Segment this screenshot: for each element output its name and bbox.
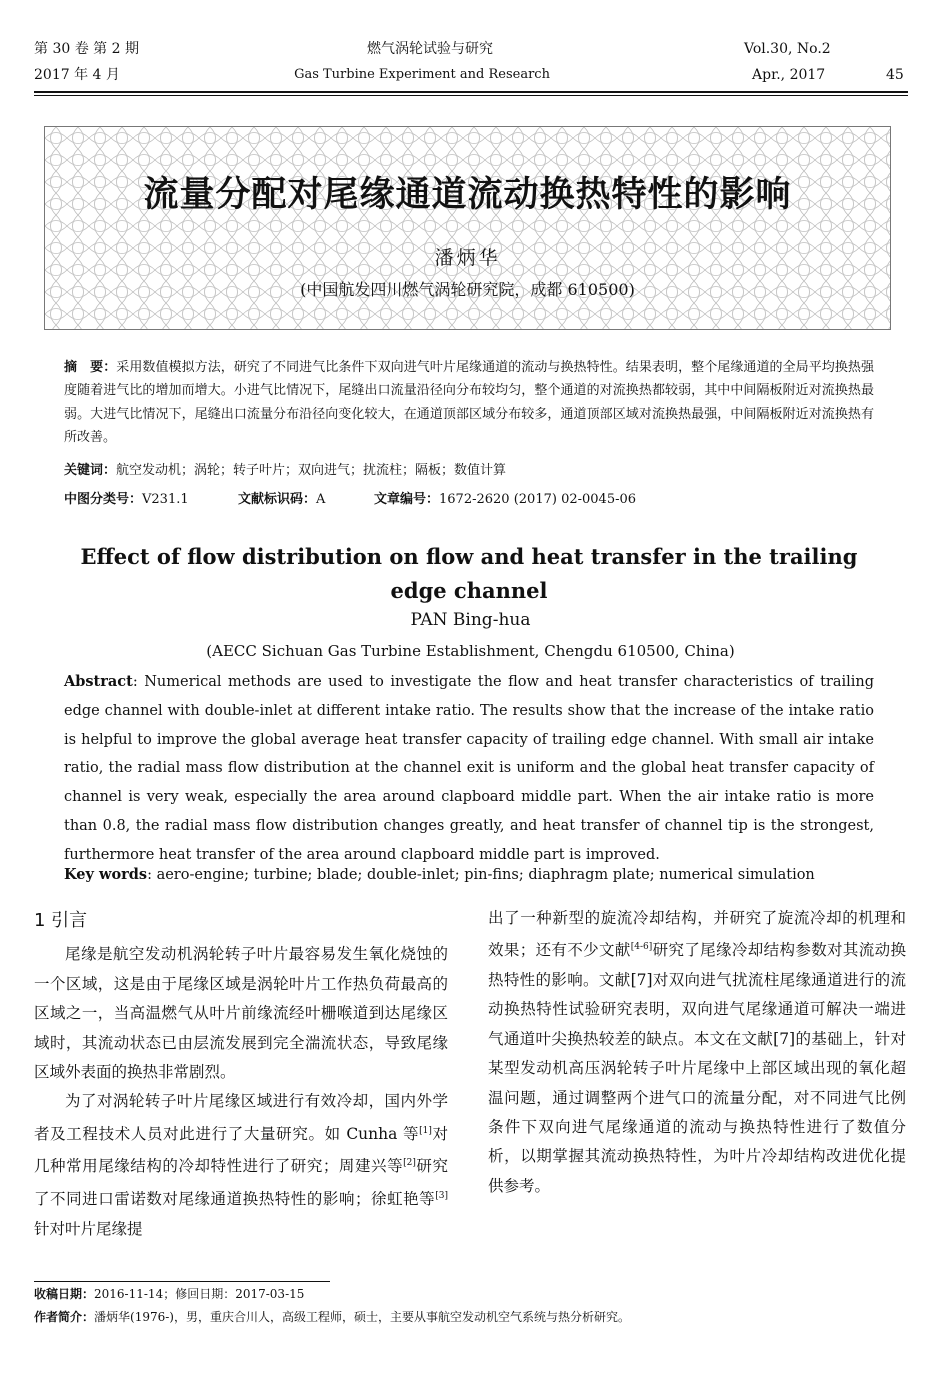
volume-en: Vol.30, No.2 (744, 41, 831, 57)
abstract-en (64, 668, 874, 870)
bio-label: 作者简介： (34, 1310, 95, 1324)
paragraph-2-part-c: 研究了不同进口雷诺数对尾缘通道换热特性的影响；徐虹艳等 (34, 1157, 448, 1209)
doc-value: A (316, 492, 326, 507)
paper-title-en: Effect of flow distribution on flow and heat transfer in the trailing edge channel (80, 544, 858, 603)
paper-title-cn: 流量分配对尾缘通道流动换热特性的影响 (143, 175, 792, 215)
article-label: 文章编号： (374, 492, 440, 507)
paragraph-2-cont-b: 研究了尾缘冷却结构参数对其流动换热特性的影响。文献[7]对双向进气扰流柱尾缘通道进行的流动换热特性试验研究表明，双向进气尾缘通道可解决一端进气通道叶尖换热较差的缺点。本文在文献[7]的基础上，针对某型发动机高压涡轮转子叶片尾缘中上部区域出现的氧化超温问题，通过调整两个进气口的流量分配，对不同进气比例条件下双向进气尾缘通道的流动与换热特性进行了数值分析，以期掌握其流动换热特性，为叶片冷却结构改进优化提供参考。 (488, 941, 906, 1195)
received-text: 2016-11-14；修回日期：2017-03-15 (94, 1287, 305, 1301)
citation-2[interactable]: [2] (403, 1158, 416, 1169)
received-date (34, 1283, 304, 1305)
author-bio (34, 1306, 630, 1328)
journal-name-en: Gas Turbine Experiment and Research (294, 67, 550, 82)
abstract-cn (64, 356, 874, 449)
header-rule-thick (34, 91, 908, 93)
abstract-cn-label: 摘 要： (64, 360, 117, 375)
doc-label: 文献标识码： (238, 492, 317, 507)
bio-text: 潘炳华(1976-)，男，重庆合川人，高级工程师，硕士，主要从事航空发动机空气系统与热分析研究。 (94, 1310, 630, 1324)
header-rule-thin (34, 95, 908, 96)
affiliation-en: (AECC Sichuan Gas Turbine Establishment, Chengdu 610500, China) (206, 642, 735, 660)
body-column-left (34, 906, 448, 1244)
paragraph-2-part-d: 针对叶片尾缘提 (34, 1219, 143, 1238)
abstract-en-text: : Numerical methods are used to investigate the flow and heat transfer characteristics of trailing edge channel with double-inlet at different intake ratio. The results show that the increase of the intake ratio is helpful to improve the global average heat transfer capacity of trailing edge channel. With small air intake ratio, the radial mass flow distribution at the channel exit is uniform and the global heat transfer capacity of channel is very weak, especially the area around clapboard middle part. When the air intake ratio is more than 0.8, the radial mass flow distribution changes greatly, and heat transfer of channel tip is the strongest, furthermore heat transfer of the area around clapboard middle part is improved. (64, 674, 874, 863)
affiliation-cn: (中国航发四川燃气涡轮研究院，成都 610500) (300, 280, 635, 299)
clc-number (64, 488, 189, 507)
section-heading: 1 引言 (34, 910, 88, 931)
paragraph-2 (34, 1087, 448, 1244)
keywords-cn-text: 航空发动机；涡轮；转子叶片；双向进气；扰流柱；隔板；数值计算 (116, 463, 507, 478)
keywords-cn (64, 459, 874, 482)
date-cn: 2017 年 4 月 (34, 67, 120, 83)
clc-value: V231.1 (142, 492, 189, 507)
issue-cn: 第 30 卷 第 2 期 (34, 41, 139, 57)
paragraph-1: 尾缘是航空发动机涡轮转子叶片最容易发生氧化烧蚀的一个区域，这是由于尾缘区域是涡轮叶片工作热负荷最高的区域之一，当高温燃气从叶片前缘流经叶栅喉道到达尾缘区域时，其流动状态已由层流发展到完全湍流状态，导致尾缘区域外表面的换热非常剧烈。 (34, 945, 448, 1082)
author-cn: 潘炳华 (434, 247, 501, 269)
keywords-en-text: : aero-engine; turbine; blade; double-inlet; pin-fins; diaphragm plate; numerical simulation (147, 867, 815, 883)
footnote-rule (34, 1281, 330, 1282)
title-box (44, 126, 891, 330)
keywords-en (64, 866, 874, 883)
paragraph-2-part-b: 对几种常用尾缘结构的冷却特性进行了研究；周建兴等 (34, 1125, 448, 1176)
received-label: 收稿日期： (34, 1287, 95, 1301)
keywords-cn-label: 关键词： (64, 463, 117, 478)
paragraph-2-cont-a: 出了一种新型的旋流冷却结构，并研究了旋流冷却的机理和效果；还有不少文献 (488, 909, 906, 960)
journal-name-cn: 燃气涡轮试验与研究 (367, 41, 493, 57)
citation-4-6[interactable]: [4-6] (630, 942, 653, 953)
document-code (238, 488, 325, 507)
article-number (374, 488, 636, 507)
page-number: 45 (886, 67, 904, 83)
date-en: Apr., 2017 (752, 67, 826, 83)
article-value: 1672-2620 (2017) 02-0045-06 (439, 492, 637, 507)
citation-1[interactable]: [1] (419, 1125, 432, 1136)
paragraph-2-part-a: 为了对涡轮转子叶片尾缘区域进行有效冷却，国内外学者及工程技术人员对此进行了大量研究。如 Cunha 等 (34, 1092, 448, 1143)
abstract-en-label: Abstract (64, 673, 133, 690)
keywords-en-label: Key words (64, 866, 148, 883)
citation-3[interactable]: [3] (435, 1190, 448, 1201)
clc-label: 中图分类号： (64, 492, 143, 507)
abstract-cn-text: 采用数值模拟方法，研究了不同进气比条件下双向进气叶片尾缘通道的流动与换热特性。结果表明，整个尾缘通道的全局平均换热强度随着进气比的增加而增大。小进气比情况下，尾缝出口流量沿径向分布较均匀，整个通道的对流换热都较弱，其中中间隔板附近对流换热最弱。大进气比情况下，尾缝出口流量分布沿径向变化较大，在通道顶部区域分布较多，通道顶部区域对流换热最强，中间隔板附近对流换热有所改善。 (64, 360, 874, 445)
author-en: PAN Bing-hua (410, 610, 531, 630)
body-column-right (488, 904, 906, 1201)
